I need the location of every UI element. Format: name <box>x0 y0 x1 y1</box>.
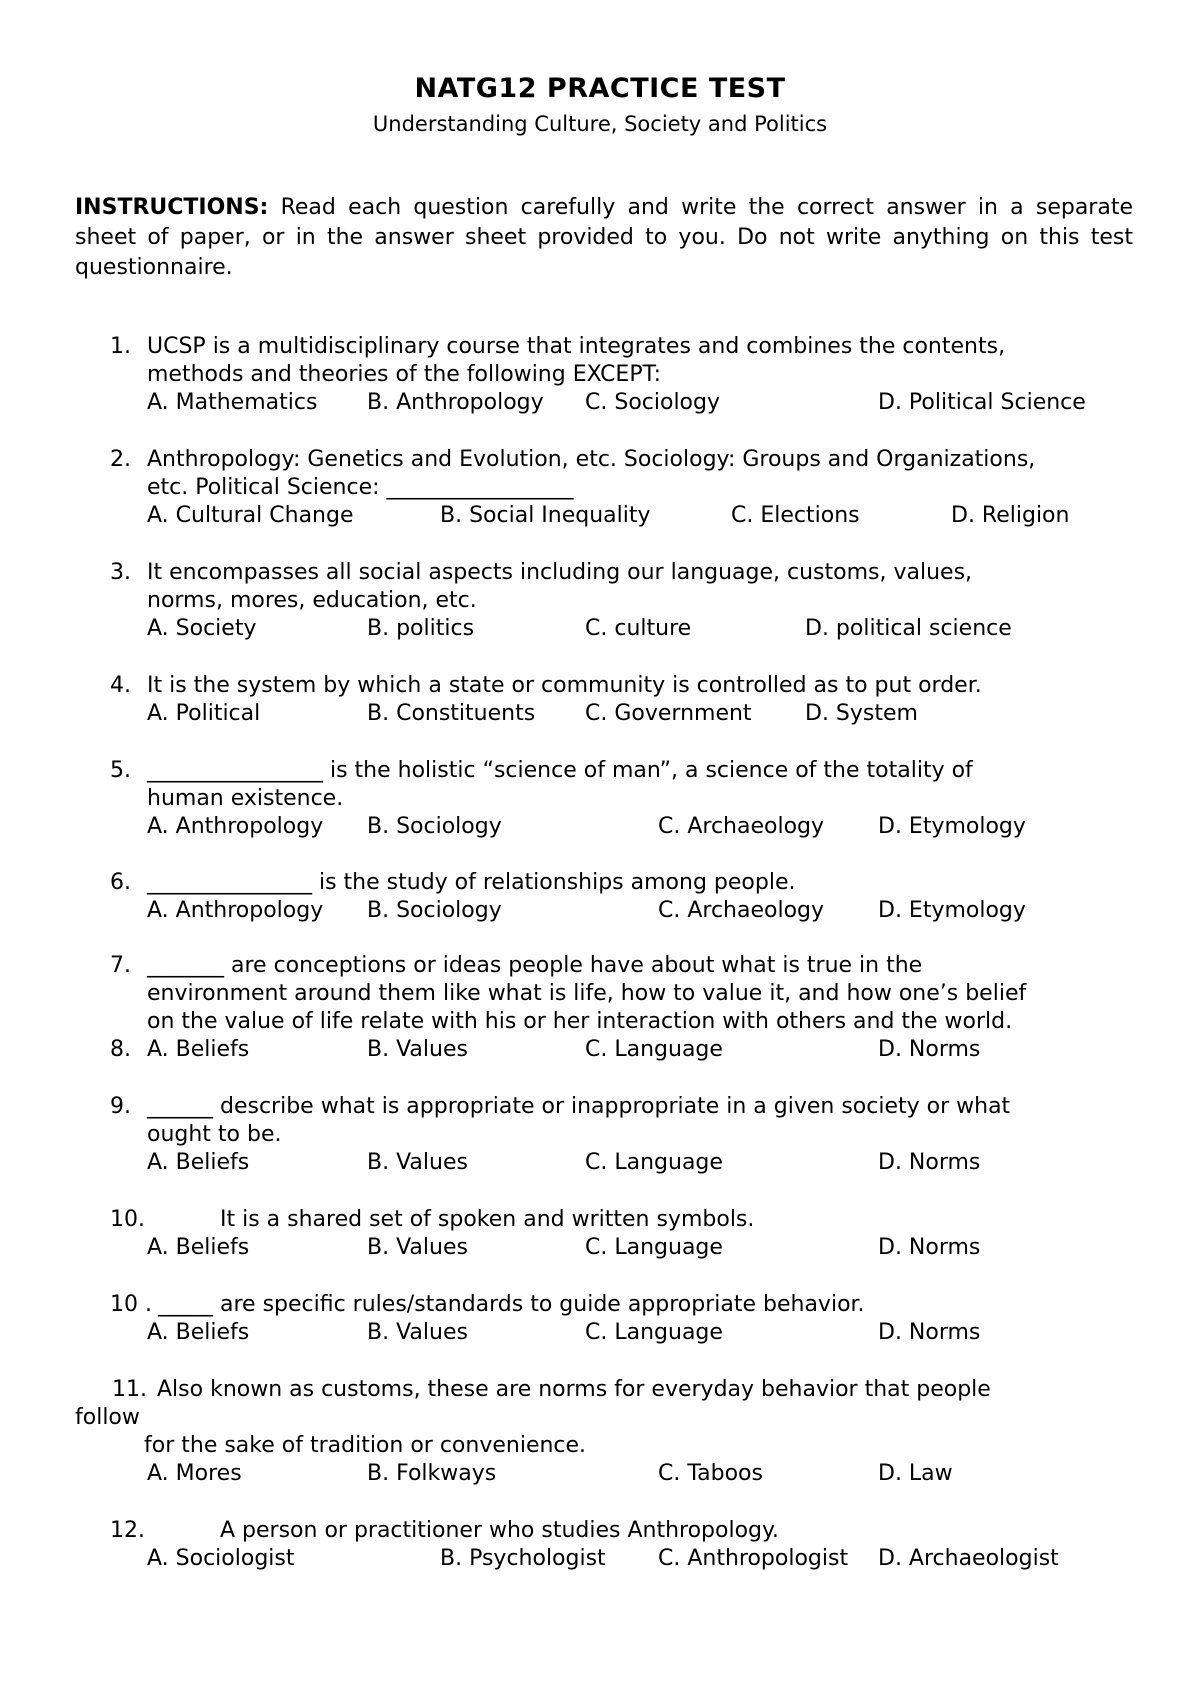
question-number: 4. <box>110 673 131 698</box>
answer-option: B. Sociology <box>367 898 502 923</box>
question-number: 10 . <box>110 1292 152 1317</box>
answer-option: C. culture <box>585 616 692 641</box>
instructions <box>75 193 1133 283</box>
answer-option: D. Archaeologist <box>878 1546 1059 1571</box>
question-text-line: norms, mores, education, etc. <box>147 588 477 613</box>
answer-option: A. Anthropology <box>147 814 324 839</box>
question-number: 9. <box>110 1094 131 1119</box>
answer-option: C. Elections <box>731 503 860 528</box>
instructions-text: Read each question carefully and write the correct answer in a separate sheet of paper, or in the answer sheet provided to you. Do not write anything on this test questionnaire. <box>75 195 1133 280</box>
question-text-line: It is the system by which a state or community is controlled as to put order. <box>147 673 982 698</box>
answer-option: A. Anthropology <box>147 898 324 923</box>
answer-option: D. Political Science <box>878 390 1086 415</box>
answer-option: A. Mores <box>147 1461 242 1486</box>
answer-option: C. Sociology <box>585 390 720 415</box>
answer-option: C. Language <box>585 1037 723 1062</box>
answer-option: C. Language <box>585 1320 723 1345</box>
question-text-line: methods and theories of the following EXCEPT: <box>147 362 662 387</box>
question-text-line: _____ are specific rules/standards to guide appropriate behavior. <box>158 1292 865 1317</box>
answer-option: C. Language <box>585 1150 723 1175</box>
answer-option: B. Values <box>367 1037 468 1062</box>
answer-option: C. Language <box>585 1235 723 1260</box>
answer-option: C. Anthropologist <box>658 1546 849 1571</box>
answer-option: D. political science <box>805 616 1012 641</box>
answer-option: B. Folkways <box>367 1461 497 1486</box>
question-number: 10. <box>110 1207 145 1232</box>
answer-option: D. System <box>805 701 918 726</box>
question-number: 2. <box>110 447 131 472</box>
answer-option: B. Values <box>367 1235 468 1260</box>
question-text-line: Also known as customs, these are norms for everyday behavior that people <box>157 1377 991 1402</box>
question-text-line: It encompasses all social aspects including our language, customs, values, <box>147 560 973 585</box>
answer-option: C. Archaeology <box>658 814 825 839</box>
answer-option: A. Political <box>147 701 261 726</box>
answer-option: B. politics <box>367 616 475 641</box>
answer-option: D. Norms <box>878 1320 981 1345</box>
question-text-line: human existence. <box>147 786 344 811</box>
answer-option: B. Constituents <box>367 701 536 726</box>
answer-option: B. Anthropology <box>367 390 544 415</box>
question-text-line: for the sake of tradition or convenience. <box>144 1433 587 1458</box>
answer-option: A. Mathematics <box>147 390 318 415</box>
question-text-line: ________________ is the holistic “science of man”, a science of the totality of <box>147 758 973 783</box>
question-number: 8. <box>110 1037 131 1062</box>
answer-option: D. Norms <box>878 1150 981 1175</box>
answer-option: A. Society <box>147 616 257 641</box>
question-number: 11. <box>112 1377 147 1402</box>
answer-option: D. Religion <box>951 503 1070 528</box>
question-text-line: _______ are conceptions or ideas people have about what is true in the <box>147 953 923 978</box>
answer-option: B. Values <box>367 1150 468 1175</box>
question-text-line: follow <box>75 1405 140 1430</box>
answer-option: C. Archaeology <box>658 898 825 923</box>
question-text-line: It is a shared set of spoken and written symbols. <box>220 1207 755 1232</box>
instructions-label: INSTRUCTIONS: <box>75 195 269 220</box>
answer-option: D. Etymology <box>878 898 1026 923</box>
answer-option: B. Sociology <box>367 814 502 839</box>
question-text-line: on the value of life relate with his or her interaction with others and the world. <box>147 1009 1013 1034</box>
answer-option: C. Government <box>585 701 752 726</box>
answer-option: B. Social Inequality <box>440 503 651 528</box>
page-title: NATG12 PRACTICE TEST <box>414 73 786 104</box>
question-number: 7. <box>110 953 131 978</box>
answer-option: A. Sociologist <box>147 1546 295 1571</box>
page-subtitle: Understanding Culture, Society and Politics <box>372 112 828 136</box>
answer-option: B. Psychologist <box>440 1546 606 1571</box>
question-text-line: A person or practitioner who studies Anthropology. <box>220 1518 779 1543</box>
question-text-line: ______ describe what is appropriate or inappropriate in a given society or what <box>147 1094 1011 1119</box>
question-text-line: etc. Political Science: _________________ <box>147 475 574 500</box>
answer-option: A. Beliefs <box>147 1235 250 1260</box>
answer-option: B. Values <box>367 1320 468 1345</box>
answer-option: C. Taboos <box>658 1461 763 1486</box>
answer-option: A. Beliefs <box>147 1037 250 1062</box>
question-number: 3. <box>110 560 131 585</box>
question-text-line: UCSP is a multidisciplinary course that integrates and combines the contents, <box>147 334 1006 359</box>
question-text-line: environment around them like what is life, how to value it, and how one’s belief <box>147 981 1027 1006</box>
answer-option: D. Norms <box>878 1037 981 1062</box>
question-text-line: Anthropology: Genetics and Evolution, etc. Sociology: Groups and Organizations, <box>147 447 1036 472</box>
question-number: 12. <box>110 1518 145 1543</box>
answer-option: A. Cultural Change <box>147 503 354 528</box>
answer-option: D. Law <box>878 1461 953 1486</box>
answer-option: A. Beliefs <box>147 1320 250 1345</box>
answer-option: A. Beliefs <box>147 1150 250 1175</box>
answer-option: D. Etymology <box>878 814 1026 839</box>
question-number: 5. <box>110 758 131 783</box>
question-text-line: ought to be. <box>147 1122 282 1147</box>
question-number: 1. <box>110 334 131 359</box>
answer-option: D. Norms <box>878 1235 981 1260</box>
question-text-line: _______________ is the study of relationships among people. <box>147 870 796 895</box>
question-number: 6. <box>110 870 131 895</box>
